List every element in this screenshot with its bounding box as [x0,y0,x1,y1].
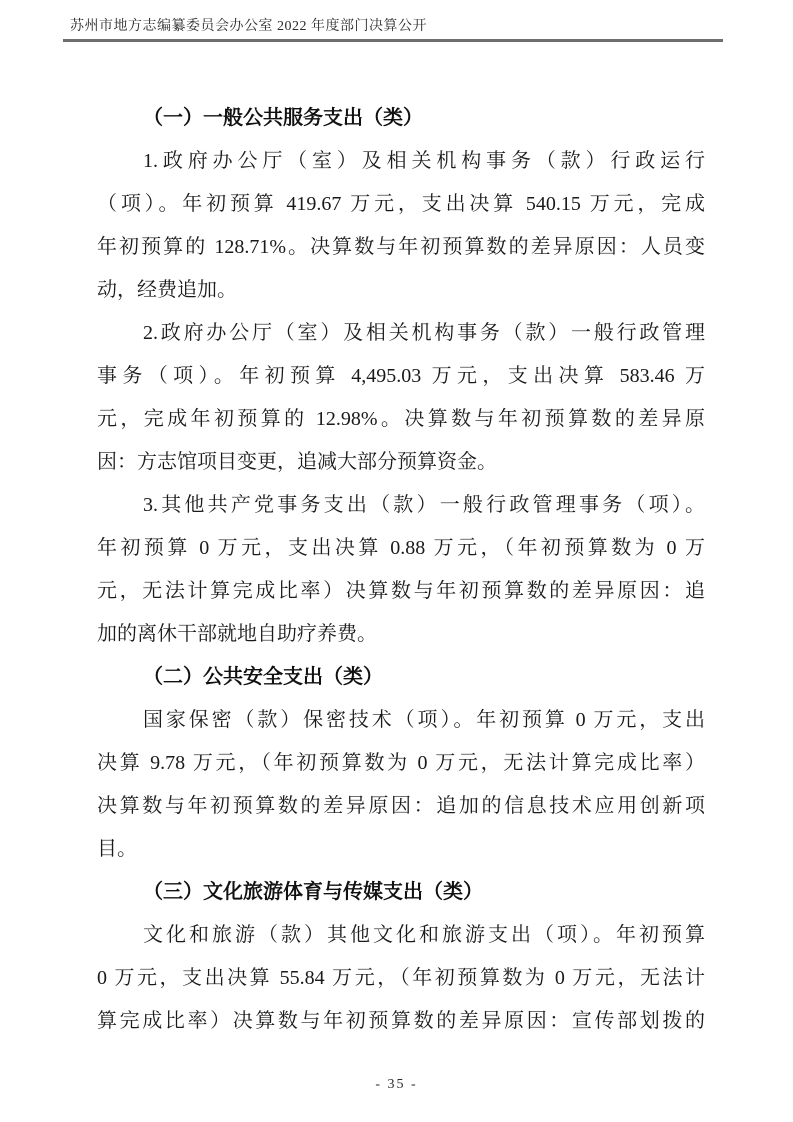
body-line: 元，无法计算完成比率）决算数与年初预算数的差异原因：追 [97,580,705,602]
page-footer [0,1076,793,1094]
body-line: 年初预算的 128.71%。决算数与年初预算数的差异原因：人员变 [97,236,705,258]
body-line: 目。 [97,838,137,860]
header-title: 苏州市地方志编纂委员会办公室 2022 年度部门决算公开 [70,19,427,34]
body-line: 事务（项）。年初预算 4,495.03 万元，支出决算 583.46 万 [97,365,705,387]
body-line: 加的离休干部就地自助疗养费。 [97,623,377,645]
body-line: 动，经费追加。 [97,279,237,301]
body-line: 因：方志馆项目变更，追减大部分预算资金。 [97,451,497,473]
header-rule [63,39,723,42]
body-line: （项）。年初预算 419.67 万元，支出决算 540.15 万元，完成 [97,193,705,215]
paragraph [97,914,705,1043]
paragraph [97,140,705,312]
body-line: 决算数与年初预算数的差异原因：追加的信息技术应用创新项 [97,795,705,817]
section-heading-1: （一）一般公共服务支出（类） [143,107,423,129]
page-number: - 35 - [375,1077,418,1092]
paragraph [97,699,705,871]
paragraph [97,484,705,656]
body-line: 年初预算 0 万元，支出决算 0.88 万元，（年初预算数为 0 万 [97,537,705,559]
body-line: 决算 9.78 万元，（年初预算数为 0 万元，无法计算完成比率） [97,752,705,774]
body-line: 0 万元，支出决算 55.84 万元，（年初预算数为 0 万元，无法计 [97,967,705,989]
section-heading-2: （二）公共安全支出（类） [143,666,383,688]
body-line: 文化和旅游（款）其他文化和旅游支出（项）。年初预算 [143,924,705,946]
body-line: 元，完成年初预算的 12.98%。决算数与年初预算数的差异原 [97,408,705,430]
section-heading-3: （三）文化旅游体育与传媒支出（类） [143,881,483,903]
body-line: 2.政府办公厅（室）及相关机构事务（款）一般行政管理 [143,322,705,344]
body-line: 1.政府办公厅（室）及相关机构事务（款）行政运行 [143,150,705,172]
document-content [97,97,705,1043]
body-line: 算完成比率）决算数与年初预算数的差异原因：宣传部划拨的 [97,1010,705,1032]
body-line: 3.其他共产党事务支出（款）一般行政管理事务（项）。 [143,494,705,516]
body-line: 国家保密（款）保密技术（项）。年初预算 0 万元，支出 [143,709,705,731]
paragraph [97,312,705,484]
